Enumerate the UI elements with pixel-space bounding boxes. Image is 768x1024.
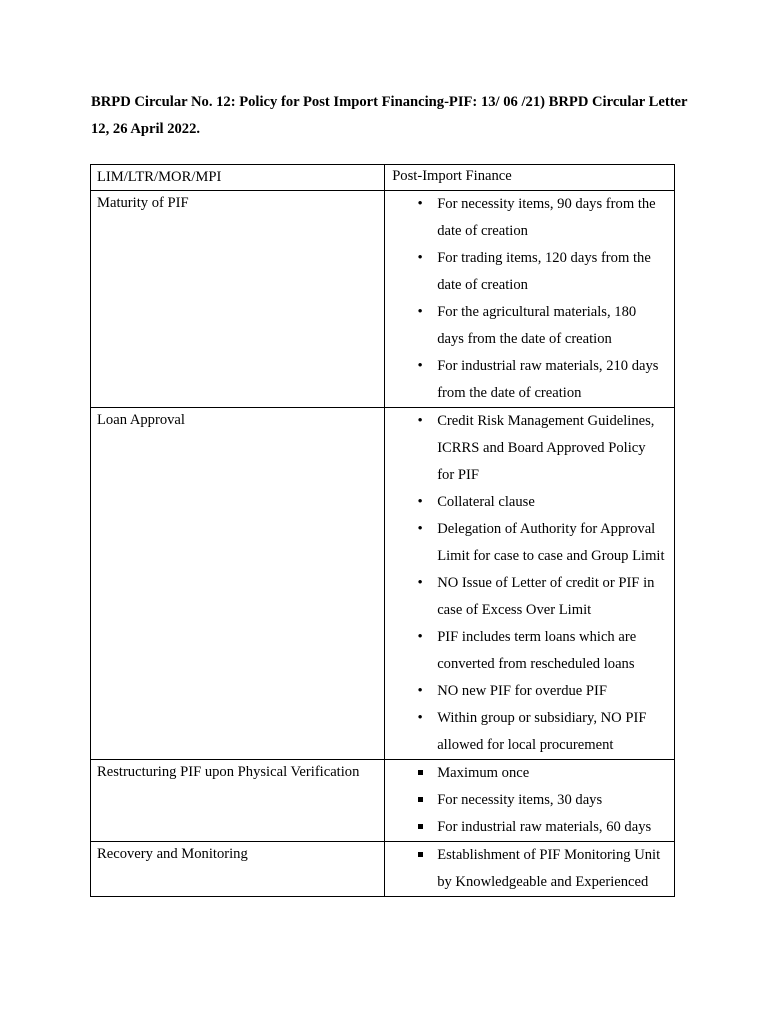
list-item-text: For necessity items, 30 days xyxy=(437,792,603,808)
list-item xyxy=(385,191,674,245)
document-title: BRPD Circular No. 12: Policy for Post Import Financing-PIF: 13/ 06 /21) BRPD Circular Letter 12, 26 April 2022. xyxy=(91,94,688,137)
list-item-text: Delegation of Authority for Approval Limit for case to case and Group Limit xyxy=(437,521,665,564)
header-cell-col2 xyxy=(385,165,675,191)
list-item-text: Establishment of PIF Monitoring Unit by Knowledgeable and Experienced xyxy=(437,847,661,890)
list-item xyxy=(385,678,674,705)
bullet-icon xyxy=(413,245,427,272)
bullet-icon xyxy=(413,489,427,516)
bullet-icon xyxy=(413,353,427,380)
list-item-text: Within group or subsidiary, NO PIF allowed for local procurement xyxy=(437,710,647,753)
bullet-icon xyxy=(413,299,427,326)
list-item xyxy=(385,353,674,407)
bullet-icon xyxy=(413,516,427,543)
table-header-row xyxy=(91,165,675,191)
row-items xyxy=(385,408,675,760)
header-cell-col2-text: Post-Import Finance xyxy=(392,168,512,184)
list-item xyxy=(385,842,674,896)
list-item xyxy=(385,489,674,516)
list-item xyxy=(385,516,674,570)
policy-table xyxy=(90,164,675,897)
list-item-text: For industrial raw materials, 210 days from the date of creation xyxy=(437,358,659,401)
bullet-list xyxy=(385,191,674,407)
row-items xyxy=(385,760,675,842)
list-item xyxy=(385,814,674,841)
table-row-loan-approval xyxy=(91,408,675,760)
row-label: Loan Approval xyxy=(91,408,385,760)
row-items xyxy=(385,191,675,408)
header-cell-col1: LIM/LTR/MOR/MPI xyxy=(91,165,385,191)
bullet-list xyxy=(385,760,674,841)
row-label: Maturity of PIF xyxy=(91,191,385,408)
row-items xyxy=(385,842,675,897)
list-item-text: NO Issue of Letter of credit or PIF in case of Excess Over Limit xyxy=(437,575,655,618)
list-item-text: For industrial raw materials, 60 days xyxy=(437,819,652,835)
row-label: Recovery and Monitoring xyxy=(91,842,385,897)
list-item-text: For the agricultural materials, 180 days from the date of creation xyxy=(437,304,637,347)
list-item xyxy=(385,570,674,624)
list-item xyxy=(385,624,674,678)
list-item xyxy=(385,705,674,759)
square-bullet-icon xyxy=(413,842,427,869)
table-row-recovery xyxy=(91,842,675,897)
table-row-restructuring xyxy=(91,760,675,842)
bullet-list xyxy=(385,408,674,759)
bullet-icon xyxy=(413,624,427,651)
table-row-maturity xyxy=(91,191,675,408)
bullet-list xyxy=(385,842,674,896)
list-item xyxy=(385,299,674,353)
row-label: Restructuring PIF upon Physical Verification xyxy=(91,760,385,842)
list-item xyxy=(385,787,674,814)
square-bullet-icon xyxy=(413,787,427,814)
list-item-text: NO new PIF for overdue PIF xyxy=(437,683,608,699)
list-item-text: For necessity items, 90 days from the date of creation xyxy=(437,196,656,239)
bullet-icon xyxy=(413,678,427,705)
list-item-text: For trading items, 120 days from the date of creation xyxy=(437,250,651,293)
list-item xyxy=(385,408,674,489)
bullet-icon xyxy=(413,705,427,732)
square-bullet-icon xyxy=(413,814,427,841)
list-item-text: Maximum once xyxy=(437,765,530,781)
list-item xyxy=(385,760,674,787)
square-bullet-icon xyxy=(413,760,427,787)
list-item-text: Credit Risk Management Guidelines, ICRRS and Board Approved Policy for PIF xyxy=(437,413,655,483)
bullet-icon xyxy=(413,570,427,597)
bullet-icon xyxy=(413,191,427,218)
list-item-text: Collateral clause xyxy=(437,494,535,510)
list-item xyxy=(385,245,674,299)
list-item-text: PIF includes term loans which are converted from rescheduled loans xyxy=(437,629,637,672)
bullet-icon xyxy=(413,408,427,435)
